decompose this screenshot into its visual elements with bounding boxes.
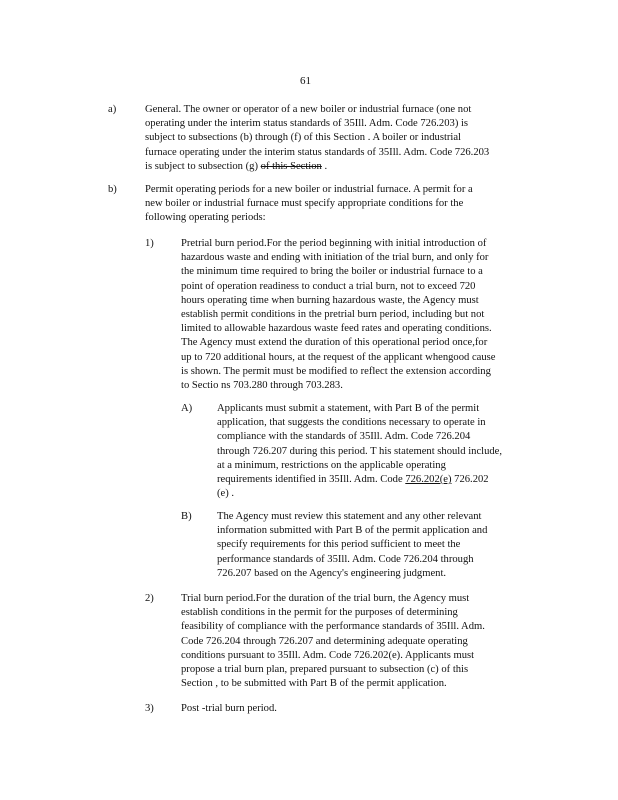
text-line: limited to allowable hazardous waste feed rates and operating conditions.	[181, 323, 492, 335]
item-1-label: 1)	[145, 238, 154, 249]
text-line: conditions pursuant to 35Ill. Adm. Code 726.202(e). Applicants must	[181, 649, 475, 661]
text-line: General. The owner or operator of a new boiler or industrial furnace (one not	[145, 104, 472, 115]
text-line: Pretrial burn period.For the period beginning with initial introduction of	[181, 238, 487, 249]
text-line: compliance with the standards of 35Ill. Adm. Code 726.204	[217, 431, 471, 443]
item-B-label: B)	[181, 511, 192, 522]
subsection-a-text	[145, 103, 523, 174]
item-B-text	[217, 510, 527, 581]
text-line: operating under the interim status standards of 35Ill. Adm. Code 726.203) is	[145, 118, 469, 130]
subsection-a-label: a)	[108, 104, 117, 115]
text-line: feasibility of compliance with the performance standards of 35Ill. Adm.	[181, 621, 485, 633]
text-line: application, that suggests the conditions necessary to operate in	[217, 417, 486, 429]
text-line: to Sectio ns 703.280 through 703.283.	[181, 380, 343, 392]
text-line: Trial burn period.For the duration of the trial burn, the Agency must	[181, 593, 470, 604]
text-line: at a minimum, restrictions on the applicable operating	[217, 459, 446, 471]
item-3-text: Post -trial burn period.	[181, 703, 277, 714]
underlined-text: 726.202(e)	[405, 474, 452, 486]
item-2-text	[181, 592, 531, 691]
text-line: performance standards of 35Ill. Adm. Code 726.204 through	[217, 553, 474, 565]
text-segment: is subject to subsection (g)	[145, 160, 261, 172]
text-line: new boiler or industrial furnace must specify appropriate conditions for the	[145, 198, 464, 210]
text-line: Permit operating periods for a new boiler or industrial furnace. A permit for a	[145, 184, 473, 195]
text-line: establish conditions in the permit for the purposes of determining	[181, 607, 458, 619]
text-segment: 726.202	[451, 474, 489, 486]
text-line: through 726.207 during this period. T his statement should include,	[217, 445, 503, 457]
text-line: Section , to be submitted with Part B of the permit application.	[181, 678, 447, 690]
text-line: furnace operating under the interim status standards of 35Ill. Adm. Code 726.203	[145, 146, 490, 158]
text-line: establish permit conditions in the pretrial burn period, including but not	[181, 309, 485, 321]
text-line: up to 720 additional hours, at the request of the applicant whengood cause	[181, 351, 496, 363]
text-segment: requirements identified in 35Ill. Adm. Code	[217, 474, 406, 486]
text-line: the minimum time required to bring the boiler or industrial furnace to a	[181, 266, 483, 278]
subsection-b-text	[145, 183, 523, 226]
page-number: 61	[300, 75, 311, 87]
text-line: hazardous waste and ending with initiation of the trial burn, and only for	[181, 252, 489, 264]
text-line: subject to subsections (b) through (f) of this Section . A boiler or industrial	[145, 132, 462, 144]
text-line: is shown. The permit must be modified to reflect the extension according	[181, 365, 491, 377]
item-2-label: 2)	[145, 593, 154, 604]
item-A-label: A)	[181, 403, 193, 414]
item-1-text	[181, 237, 531, 393]
struck-text: of this Section	[260, 160, 322, 172]
text-line: Code 726.204 through 726.207 and determining adequate operating	[181, 635, 468, 647]
text-line: specify requirements for this period sufficient to meet the	[217, 539, 461, 551]
text-line: The Agency must extend the duration of this operational period once,for	[181, 337, 488, 349]
text-line: following operating periods:	[145, 212, 266, 224]
text-segment: .	[321, 160, 328, 172]
text-line	[145, 160, 523, 174]
text-line: 726.207 based on the Agency's engineering judgment.	[217, 567, 447, 579]
text-line: information submitted with Part B of the permit application and	[217, 525, 488, 537]
text-line: hours operating time when burning hazardous waste, the Agency must	[181, 294, 479, 306]
item-3-label: 3)	[145, 703, 154, 714]
text-line	[217, 473, 535, 487]
subsection-b-label: b)	[108, 184, 117, 195]
text-line: (e) .	[217, 488, 235, 500]
text-line: point of operation readiness to conduct a trial burn, not to exceed 720	[181, 280, 476, 292]
text-line: propose a trial burn plan, prepared pursuant to subsection (c) of this	[181, 664, 469, 676]
text-line: The Agency must review this statement and any other relevant	[217, 511, 482, 522]
item-A-text	[217, 402, 535, 501]
text-line: Applicants must submit a statement, with Part B of the permit	[217, 403, 480, 414]
